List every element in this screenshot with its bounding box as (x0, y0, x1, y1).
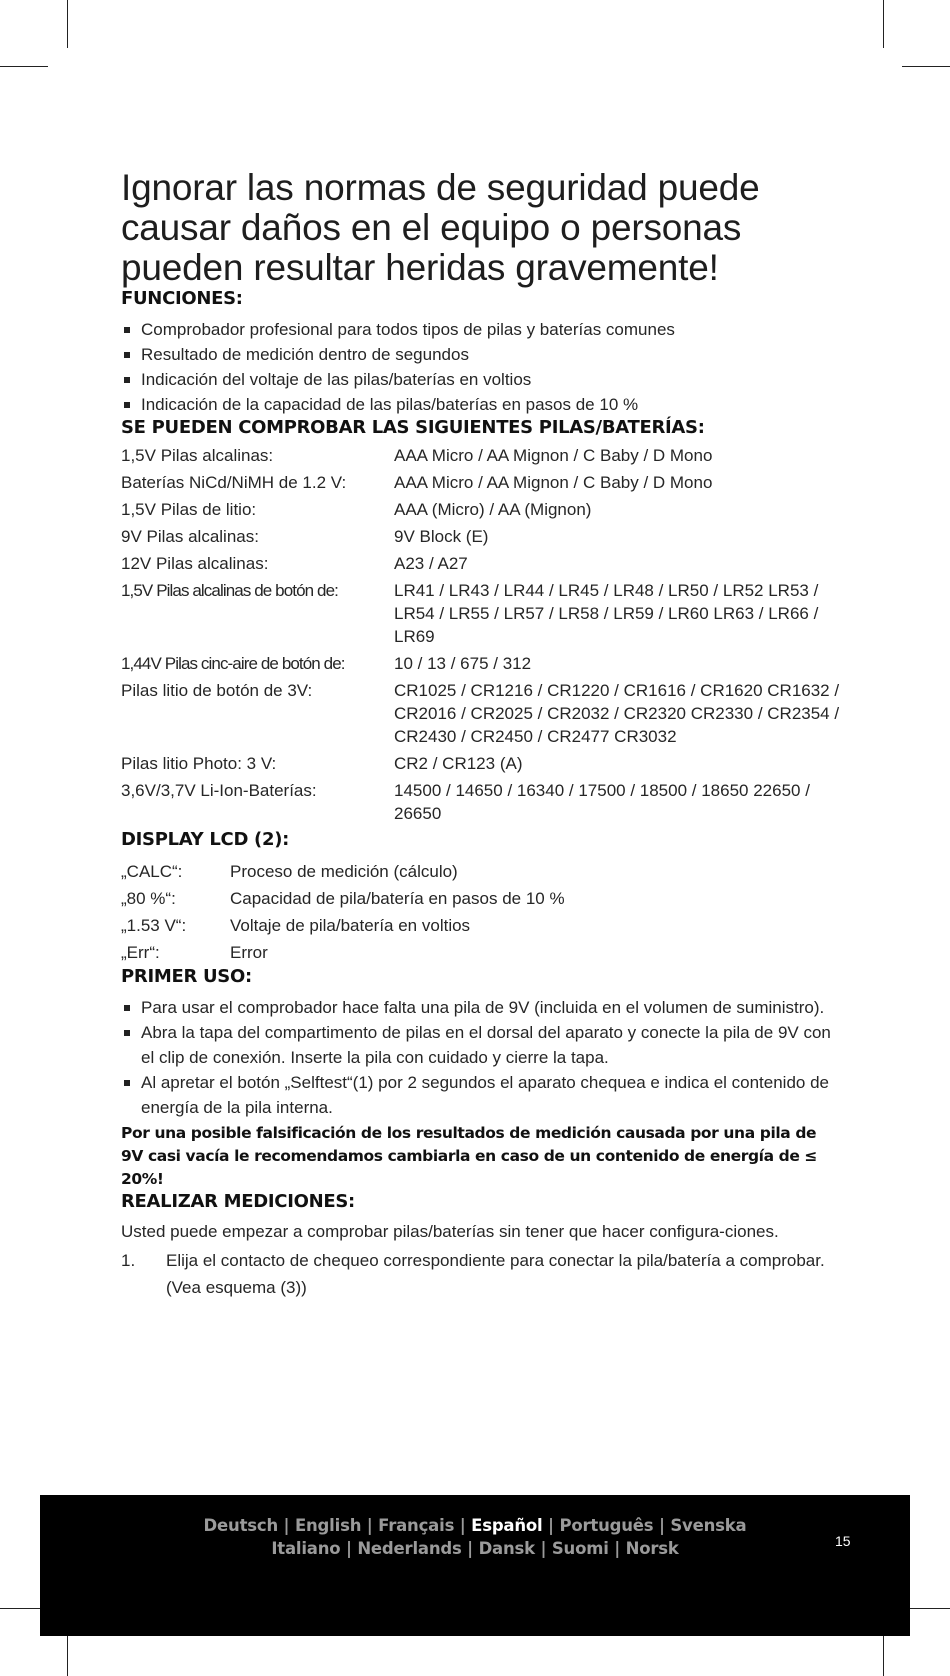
table-row (121, 471, 841, 494)
row-label: Baterías NiCd/NiMH de 1.2 V: (121, 473, 347, 492)
section-title-lcd: DISPLAY LCD (2): (121, 829, 290, 850)
row-value: Error (230, 943, 268, 962)
row-label: 1,44V Pilas cinc-aire de botón de: (121, 654, 345, 673)
row-value: Voltaje de pila/batería en voltios (230, 916, 471, 935)
separator: | (542, 1516, 560, 1535)
table-row (121, 498, 841, 521)
lcd-table (121, 858, 841, 966)
crop-mark (67, 0, 68, 48)
warning-note: Por una posible falsificación de los resultados de medición causada por una pila de 9V casi vacía le recomendamos cambiarla en caso de un contenido de energía de ≤ 20%! (121, 1124, 818, 1188)
section-title-realizar: REALIZAR MEDICIONES: (121, 1191, 355, 1212)
row-value: AAA Micro / AA Mignon / C Baby / D Mono (394, 446, 713, 465)
table-row (121, 525, 841, 548)
list-item: Abra la tapa del compartimento de pilas en el dorsal del aparato y conecte la pila de 9V con el clip de conexión. Inserte la pila con cuidado y cierre la tapa. (121, 1020, 841, 1070)
language-link-nederlands[interactable]: Nederlands (357, 1539, 462, 1558)
language-link-svenska[interactable]: Svenska (670, 1516, 747, 1535)
table-row (121, 779, 841, 825)
row-value: Proceso de medición (cálculo) (230, 862, 458, 881)
row-label: Pilas litio de botón de 3V: (121, 681, 313, 700)
language-link-english[interactable]: English (294, 1516, 362, 1535)
table-row (121, 679, 841, 748)
row-label: „Err“: (121, 943, 160, 962)
separator: | (534, 1539, 552, 1558)
steps-list (121, 1247, 841, 1301)
row-label: 1,5V Pilas alcalinas: (121, 446, 274, 465)
list-item: Resultado de medición dentro de segundos (121, 342, 841, 367)
row-label: 3,6V/3,7V Li-Ion-Baterías: (121, 781, 317, 800)
row-value: 9V Block (E) (394, 527, 489, 546)
crop-mark (0, 66, 48, 67)
separator: | (361, 1516, 379, 1535)
row-value: AAA Micro / AA Mignon / C Baby / D Mono (394, 473, 713, 492)
language-link-deutsch[interactable]: Deutsch (203, 1516, 279, 1535)
separator: | (454, 1516, 472, 1535)
page-title: Ignorar las normas de seguridad puede causar daños en el equipo o personas pueden resultar heridas gravemente! (121, 167, 760, 288)
list-item: Indicación del voltaje de las pilas/baterías en voltios (121, 367, 841, 392)
section-title-primer-uso: PRIMER USO: (121, 966, 252, 987)
row-value: Capacidad de pila/batería en pasos de 10 % (230, 889, 565, 908)
separator: | (340, 1539, 358, 1558)
step-number: 1. (121, 1251, 136, 1270)
table-row (121, 752, 841, 775)
language-link-espanol[interactable]: Español (471, 1516, 543, 1535)
language-link-italiano[interactable]: Italiano (271, 1539, 341, 1558)
separator: | (653, 1516, 671, 1535)
funciones-list (121, 317, 841, 417)
page-number: 15 (835, 1533, 851, 1549)
table-row (121, 579, 841, 648)
table-row (121, 885, 841, 912)
language-nav (40, 1514, 910, 1560)
section-title-pilas: SE PUEDEN COMPROBAR LAS SIGUIENTES PILAS/BATERÍAS: (121, 417, 705, 438)
row-label: 9V Pilas alcalinas: (121, 527, 259, 546)
list-item: Indicación de la capacidad de las pilas/baterías en pasos de 10 % (121, 392, 841, 417)
crop-mark (902, 66, 950, 67)
row-value: CR2 / CR123 (A) (394, 754, 523, 773)
list-item (121, 1247, 841, 1301)
row-label: Pilas litio Photo: 3 V: (121, 754, 277, 773)
table-row (121, 858, 841, 885)
primer-uso-list (121, 995, 841, 1120)
separator: | (608, 1539, 626, 1558)
list-item: Comprobador profesional para todos tipos de pilas y baterías comunes (121, 317, 841, 342)
row-value: 14500 / 14650 / 16340 / 17500 / 18500 / 18650 22650 / 26650 (394, 781, 810, 823)
row-value: CR1025 / CR1216 / CR1220 / CR1616 / CR1620 CR1632 / CR2016 / CR2025 / CR2032 / CR2320 CR2330 / CR2354 / CR2430 / CR2450 / CR2477 CR3032 (394, 681, 840, 746)
language-link-norsk[interactable]: Norsk (625, 1539, 679, 1558)
language-link-suomi[interactable]: Suomi (551, 1539, 609, 1558)
table-row (121, 912, 841, 939)
list-item: Para usar el comprobador hace falta una pila de 9V (incluida en el volumen de suministro). (121, 995, 841, 1020)
row-value: 10 / 13 / 675 / 312 (394, 654, 532, 673)
table-row (121, 939, 841, 966)
language-link-dansk[interactable]: Dansk (478, 1539, 535, 1558)
language-link-francais[interactable]: Français (378, 1516, 455, 1535)
section-title-funciones: FUNCIONES: (121, 288, 243, 309)
row-label: „1.53 V“: (121, 916, 187, 935)
table-row (121, 652, 841, 675)
row-label: 1,5V Pilas alcalinas de botón de: (121, 581, 338, 600)
list-item: Al apretar el botón „Selftest“(1) por 2 segundos el aparato chequea e indica el contenido de energía de la pila interna. (121, 1070, 841, 1120)
table-row (121, 444, 841, 467)
row-value: LR41 / LR43 / LR44 / LR45 / LR48 / LR50 / LR52 LR53 / LR54 / LR55 / LR57 / LR58 / LR59 / LR60 LR63 / LR66 / LR69 (394, 581, 819, 646)
battery-table (121, 444, 841, 825)
table-row (121, 552, 841, 575)
footer-bar (40, 1495, 910, 1636)
intro-paragraph: Usted puede empezar a comprobar pilas/baterías sin tener que hacer configura-ciones. (121, 1222, 779, 1241)
row-label: 12V Pilas alcalinas: (121, 554, 269, 573)
crop-mark (883, 0, 884, 48)
language-link-portugues[interactable]: Português (559, 1516, 654, 1535)
page-content (121, 168, 841, 1301)
row-value: A23 / A27 (394, 554, 468, 573)
separator: | (461, 1539, 479, 1558)
row-value: AAA (Micro) / AA (Mignon) (394, 500, 592, 519)
row-label: „CALC“: (121, 862, 183, 881)
row-label: 1,5V Pilas de litio: (121, 500, 257, 519)
step-text: Elija el contacto de chequeo correspondiente para conectar la pila/batería a comprobar. (Vea esquema (3)) (166, 1251, 825, 1297)
row-label: „80 %“: (121, 889, 176, 908)
separator: | (278, 1516, 295, 1535)
